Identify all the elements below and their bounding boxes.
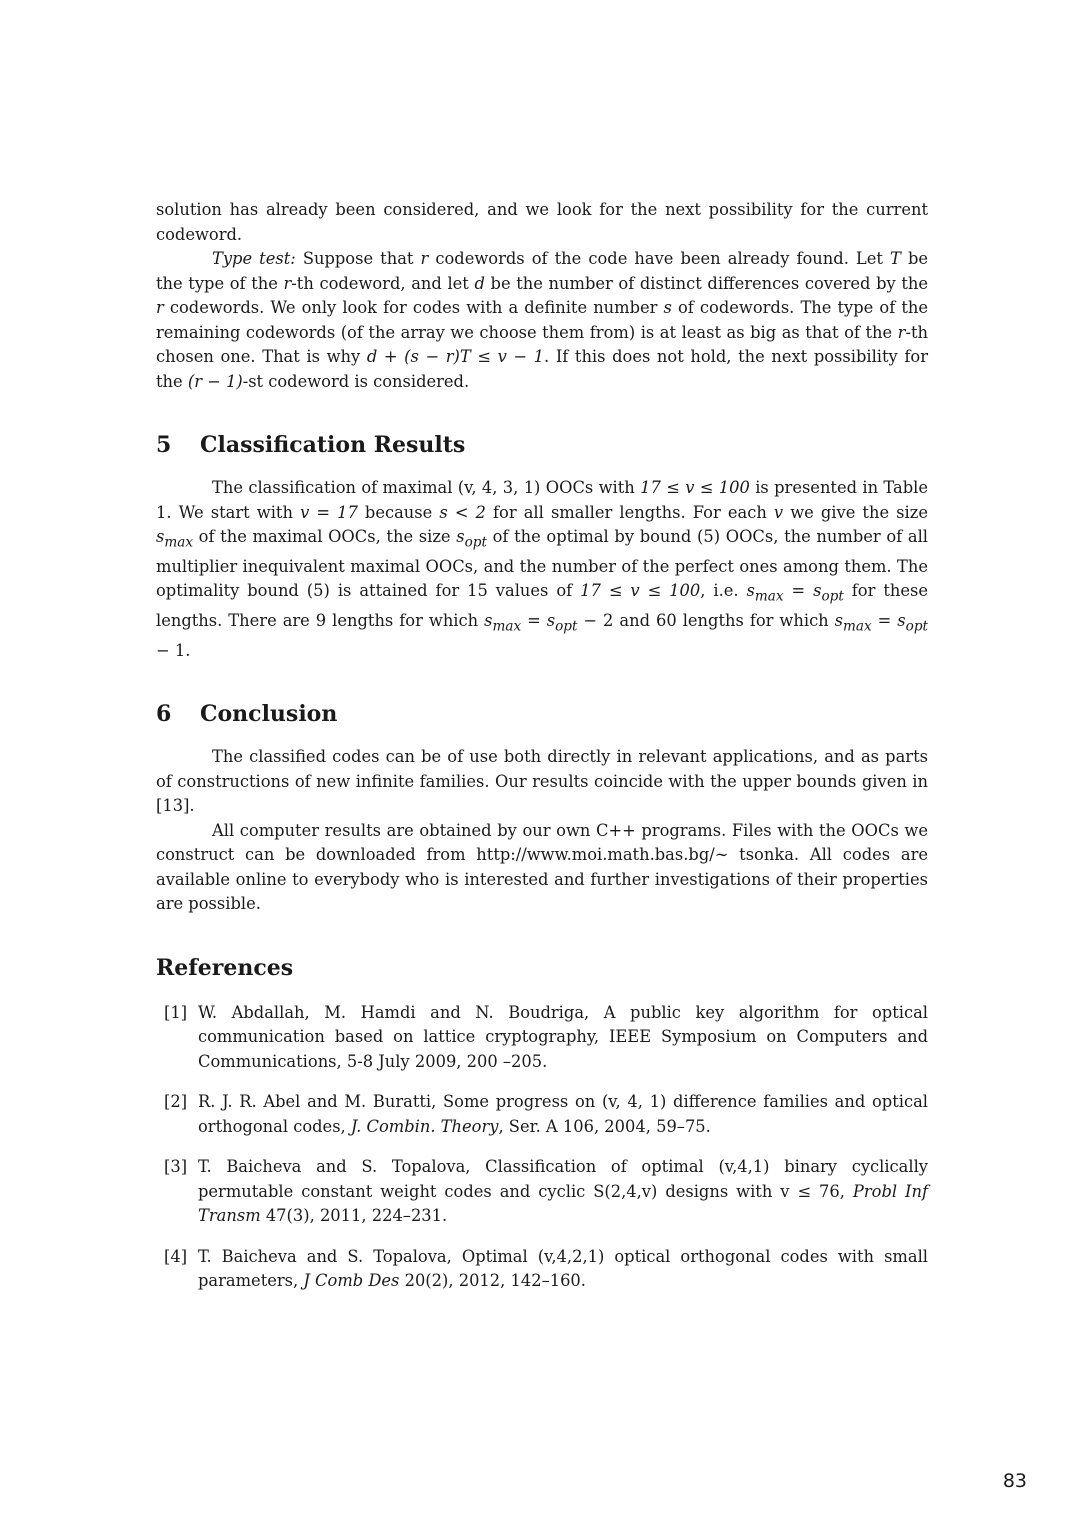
section-6-heading: [156, 699, 928, 729]
reference-label: [3]: [164, 1157, 188, 1177]
type-test-paragraph: Type test: Suppose that r codewords of the code have been already found. Let T be the type of the r-th codeword, and let d be the number of distinct differences covered by the r codewords. We only look for codes with a definite number s of codewords. The type of the remaining codewords (of the array we choose them from) is at least as big as that of the r-th chosen one. That is why d + (s − r)T ≤ v − 1. If this does not hold, the next possibility for the (r − 1)-st codeword is considered.: [156, 249, 929, 391]
reference-label: [1]: [164, 1002, 188, 1022]
intro-paragraph-1: solution has already been considered, and we look for the next possibility for the current codeword.: [156, 200, 928, 244]
page-body: [156, 198, 928, 1310]
section-6-title: Conclusion: [200, 701, 338, 728]
inequality: d + (s − r)T ≤ v − 1: [366, 347, 545, 366]
reference-label: [2]: [164, 1092, 188, 1112]
type-test-label: Type test:: [212, 249, 296, 268]
section-5-heading: [156, 430, 928, 460]
reference-label: [4]: [164, 1246, 188, 1266]
conclusion-paragraph-2: All computer results are obtained by our own C++ programs. Files with the OOCs we construct can be downloaded from http://www.moi.math.bas.bg/∼ tsonka. All codes are available online to everybody who is interested and further investigations of their properties are possible.: [156, 820, 928, 914]
reference-item: [156, 1155, 928, 1229]
references-list: [156, 1001, 928, 1294]
reference-text: R. J. R. Abel and M. Buratti, Some progress on (v, 4, 1) difference families and optical orthogonal codes, J. Combin. Theory, Ser. A 106, 2004, 59–75.: [198, 1092, 928, 1136]
conclusion-paragraph-1: The classified codes can be of use both directly in relevant applications, and as parts of constructions of new infinite families. Our results coincide with the upper bounds given in [13].: [156, 747, 928, 816]
reference-item: [156, 1001, 928, 1075]
section-5-paragraph: The classification of maximal (v, 4, 3, 1) OOCs with 17 ≤ v ≤ 100 is presented in Table 1. We start with v = 17 because s < 2 for all smaller lengths. For each v we give the size $s_{max}$ of the maximal OOCs, the size $s_{opt}$ of the optimal by bound (5) OOCs, the number of all multiplier inequivalent maximal OOCs, and the number of the perfect ones among them. The optimality bound (5) is attained for 15 values of 17 ≤ v ≤ 100, i.e. $s_{max} = s_{opt}$ for these lengths. There are 9 lengths for which $s_{max} = s_{opt} - 2$ and 60 lengths for which $s_{max} = s_{opt} - 1$.: [156, 478, 928, 660]
page-number: 83: [1002, 1470, 1027, 1492]
reference-text: T. Baicheva and S. Topalova, Optimal (v,4,2,1) optical orthogonal codes with small parameters, J Comb Des 20(2), 2012, 142–160.: [198, 1246, 928, 1291]
reference-item: [156, 1245, 928, 1294]
reference-text: W. Abdallah, M. Hamdi and N. Boudriga, A public key algorithm for optical communication based on lattice cryptography, IEEE Symposium on Computers and Communications, 5-8 July 2009, 200 –205.: [198, 1002, 928, 1071]
reference-item: [156, 1090, 928, 1139]
reference-text: T. Baicheva and S. Topalova, Classification of optimal (v,4,1) binary cyclically permutable constant weight codes and cyclic S(2,4,v) designs with v ≤ 76, Probl Inf Transm 47(3), 2011, 224–231.: [198, 1157, 928, 1226]
section-5-title: Classification Results: [200, 432, 466, 458]
section-6-number: 6: [156, 701, 172, 728]
section-5-number: 5: [156, 432, 172, 458]
references-title: References: [156, 954, 294, 981]
